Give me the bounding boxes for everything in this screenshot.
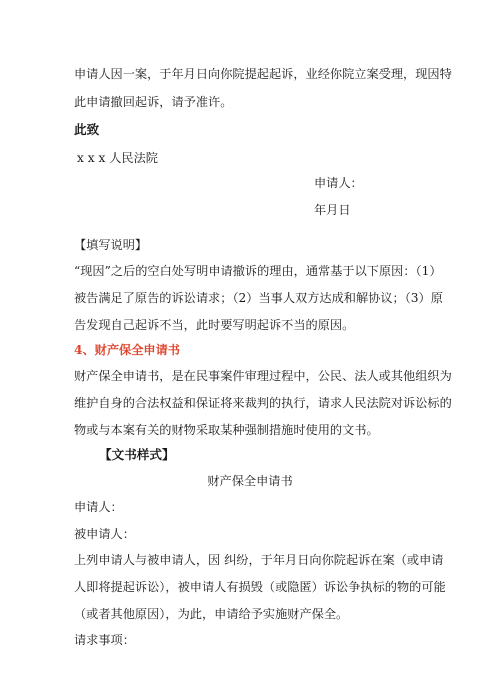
salutation: 此致: [74, 122, 100, 137]
section-line: 物或与本案有关的财物采取某种强制措施时使用的文书。: [74, 423, 379, 437]
court-name: x x x 人民法院: [77, 151, 158, 165]
requests-label: 请求事项：: [74, 633, 135, 647]
section-line: 维护自身的合法权益和保证将来裁判的执行，请求人民法院对诉讼标的: [74, 396, 452, 410]
notes-heading: 【填写说明】: [74, 238, 148, 252]
notes-line: “现因”之后的空白处写明申请撤诉的理由，通常基于以下原因：（1）: [74, 264, 442, 278]
section-line: 财产保全申请书，是在民事案件审理过程中，公民、法人或其他组织为: [74, 369, 452, 383]
notes-line: 告发现自己起诉不当，此时要写明起诉不当的原因。: [74, 318, 355, 332]
paragraph-line: 申请人因一案，于年月日向你院提起起诉，业经你院立案受理，现因特: [74, 67, 452, 81]
respondent-label: 被申请人：: [74, 527, 135, 541]
template-body-line: （或者其他原因），为此，申请给予实施财产保全。: [74, 607, 349, 621]
document-title: 财产保全申请书: [207, 474, 293, 488]
notes-line: 被告满足了原告的诉讼请求；（2）当事人双方达成和解协议；（3）原: [74, 291, 443, 305]
signature-date: 年月日: [314, 203, 351, 217]
template-body-line: 上列申请人与被申请人，因 纠纷，于年月日向你院起诉在案（或申请: [74, 553, 444, 567]
template-heading: 【文书样式】: [99, 447, 175, 462]
applicant-label: 申请人：: [74, 500, 123, 514]
section-title: 4、财产保全申请书: [74, 343, 180, 357]
signature-applicant-label: 申请人：: [314, 176, 363, 190]
template-body-line: 人即将提起诉讼），被申请人有损毁（或隐匿）诉讼争执标的物的可能: [74, 580, 446, 594]
paragraph-line: 此申请撤回起诉，请予准许。: [74, 95, 233, 109]
